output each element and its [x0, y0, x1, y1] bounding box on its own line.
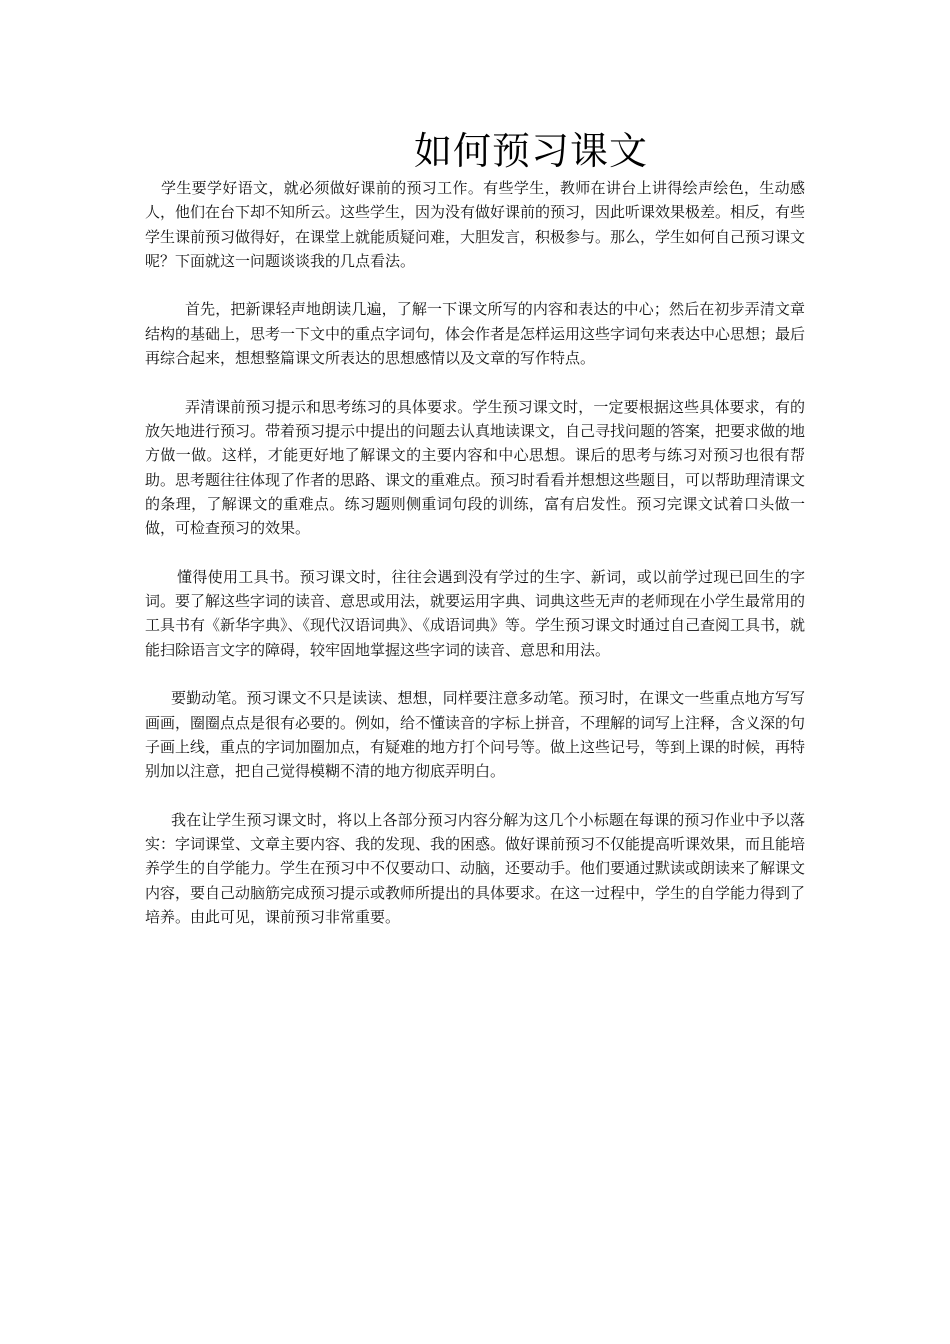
paragraph-conclusion: 我在让学生预习课文时，将以上各部分预习内容分解为这几个小标题在每课的预习作业中予以落实：字词课堂、文章主要内容、我的发现、我的困惑。做好课前预习不仅能提高听课效果，而且能培养学生的自学能力。学生在预习中不仅要动口、动脑，还要动手。他们要通过默读或朗读来了解课文内容，要自己动脑筋完成预习提示或教师所提出的具体要求。在这一过程中，学生的自学能力得到了培养。由此可见，课前预习非常重要。 — [145, 810, 806, 926]
paragraph-reference-books: 懂得使用工具书。预习课文时，往往会遇到没有学过的生字、新词，或以前学过现已回生的字词。要了解这些字词的读音、意思或用法，就要运用字典、词典这些无声的老师现在小学生最常用的工具书有《新华字典》、《现代汉语词典》、《成语词典》等。学生预习课文时通过自己查阅工具书，就能扫除语言文字的障碍，较牢固地掌握这些字词的读音、意思和用法。 — [145, 567, 806, 659]
paragraph-requirements: 弄清课前预习提示和思考练习的具体要求。学生预习课文时，一定要根据这些具体要求，有的放矢地进行预习。带着预习提示中提出的问题去认真地读课文，自己寻找问题的答案，把要求做的地方做一做。这样，才能更好地了解课文的主要内容和中心思想。课后的思考与练习对预习也很有帮助。思考题往往体现了作者的思路、课文的重难点。预习时看看并想想这些题目，可以帮助理清课文的条理，了解课文的重难点。练习题则侧重词句段的训练，富有启发性。预习完课文试着口头做一做，可检查预习的效果。 — [145, 397, 806, 538]
document-body — [145, 176, 805, 954]
paragraph-note-taking: 要勤动笔。预习课文不只是读读、想想，同样要注意多动笔。预习时，在课文一些重点地方写写画画，圈圈点点是很有必要的。例如，给不懂读音的字标上拼音，不理解的词写上注释，含义深的句子画上线，重点的字词加圈加点，有疑难的地方打个问号等。做上这些记号，等到上课的时候，再特别加以注意，把自己觉得模糊不清的地方彻底弄明白。 — [145, 689, 806, 781]
document-title: 如何预习课文 — [414, 129, 649, 173]
paragraph-intro: 学生要学好语文，就必须做好课前的预习工作。有些学生，教师在讲台上讲得绘声绘色，生动感人，他们在台下却不知所云。这些学生，因为没有做好课前的预习，因此听课效果极差。相反，有些学生课前预习做得好，在课堂上就能质疑问难，大胆发言，积极参与。那么，学生如何自己预习课文呢？下面就这一问题谈谈我的几点看法。 — [145, 179, 806, 270]
paragraph-reading: 首先，把新课轻声地朗读几遍，了解一下课文所写的内容和表达的中心；然后在初步弄清文章结构的基础上，思考一下文中的重点字词句，体会作者是怎样运用这些字词句来表达中心思想；最后再综合起来，想想整篇课文所表达的思想感情以及文章的写作特点。 — [145, 300, 806, 368]
